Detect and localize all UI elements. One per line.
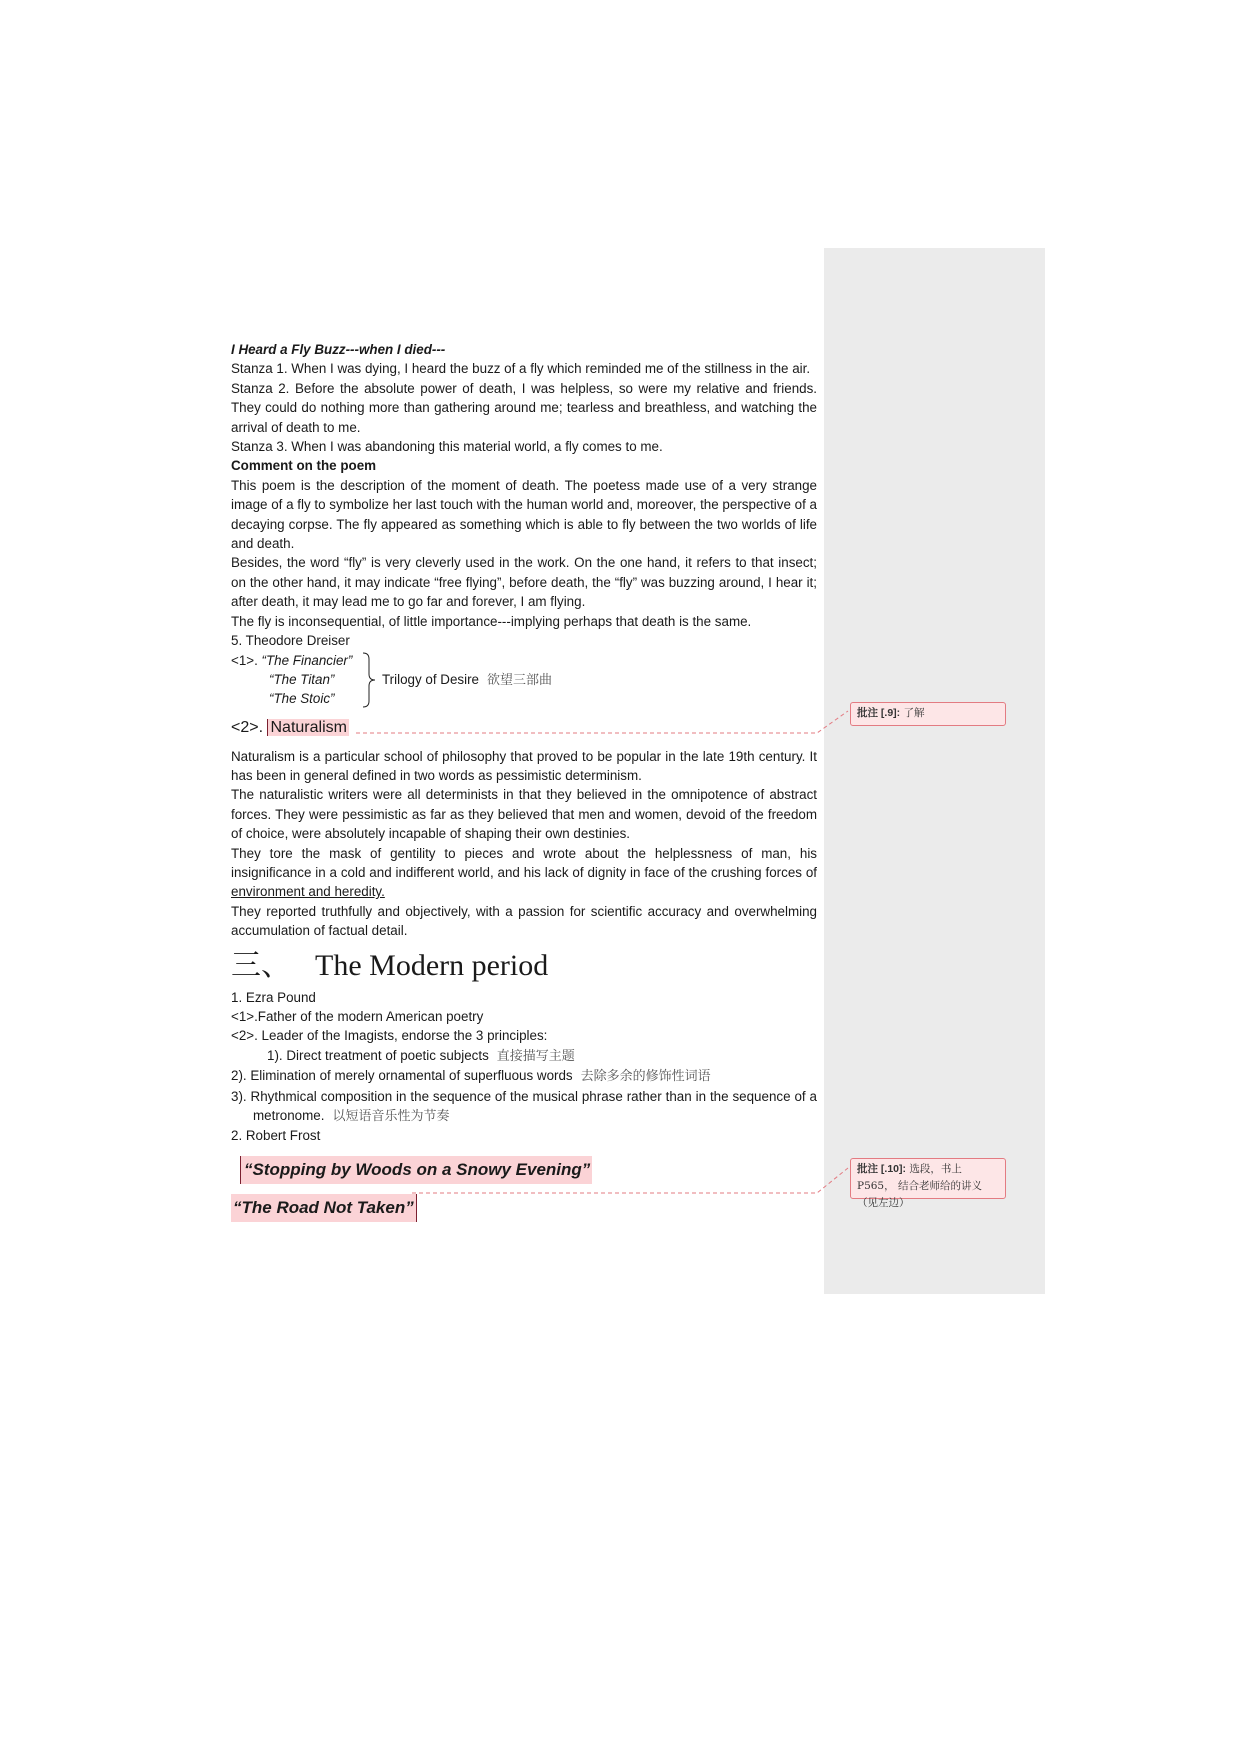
principle-3: 3). Rhythmical composition in the sequence of the musical phrase rather than in the sequence of a metronome. 以短语音乐性为节奏	[231, 1088, 817, 1124]
book-the-financier: “The Financier”	[261, 652, 353, 668]
dreiser-heading: 5. Theodore Dreiser	[231, 633, 350, 649]
naturalism-paragraph-3: They tore the mask of gentility to pieces and wrote about the helplessness of man, his insignificance in a cold and indifferent world, and his lack of dignity in face of the crushing forces of environment and heredity.	[231, 845, 817, 900]
frost-heading: 2. Robert Frost	[231, 1128, 321, 1144]
trilogy-label: Trilogy of Desire 欲望三部曲	[382, 671, 552, 688]
section-number: 三、	[231, 948, 291, 982]
naturalism-highlight[interactable]: Naturalism	[267, 719, 348, 736]
document-body	[231, 340, 817, 1222]
frost-poem-stopping-by-woods[interactable]: “Stopping by Woods on a Snowy Evening”	[240, 1156, 592, 1184]
comment-paragraph-1: This poem is the description of the moment of death. The poetess made use of a very strange image of a fly to symbolize her last touch with the human world and, moreover, the perspective of a decaying corpse. The fly appeared as something which is able to fly between the two worlds of life and death.	[231, 477, 817, 552]
stanza-3: Stanza 3. When I was abandoning this material world, a fly comes to me.	[231, 439, 663, 455]
comment-margin-pane	[824, 248, 1045, 1294]
book-the-stoic: “The Stoic”	[269, 690, 335, 706]
principle-2-chinese: 去除多余的修饰性词语	[580, 1069, 711, 1085]
naturalism-paragraph-1: Naturalism is a particular school of philosophy that proved to be popular in the late 19th century. It has been in general defined in two words as pessimistic determinism.	[231, 748, 817, 783]
principle-1: 1). Direct treatment of poetic subjects 直接描写主题	[267, 1047, 575, 1064]
stanza-1: Stanza 1. When I was dying, I heard the buzz of a fly which reminded me of the stillness in the air.	[231, 361, 811, 377]
trilogy-label-chinese: 欲望三部曲	[486, 672, 552, 688]
section-heading-modern	[231, 947, 817, 985]
pound-heading: 1. Ezra Pound	[231, 989, 316, 1005]
comment-9-label: 批注 [.9]:	[857, 707, 901, 719]
stanza-2: Stanza 2. Before the absolute power of death, I was helpless, so were my relative and friends. They could do nothing more than gathering around me; tearless and breathless, and watching the arrival of death to me.	[231, 380, 817, 435]
trilogy-item-1: <1>. “The Financier”	[231, 652, 353, 668]
frost-poem-road-not-taken[interactable]: “The Road Not Taken”	[231, 1194, 417, 1222]
naturalism-paragraph-4: They reported truthfully and objectively, with a passion for scientific accuracy and overwhelming accumulation of factual detail.	[231, 903, 817, 939]
principle-1-chinese: 直接描写主题	[496, 1048, 575, 1064]
dreiser-trilogy	[231, 651, 817, 709]
principle-2: 2). Elimination of merely ornamental of superfluous words 去除多余的修饰性词语	[231, 1068, 711, 1085]
comment-10-label: 批注 [.10]:	[857, 1163, 907, 1175]
section-title: The Modern period	[315, 948, 549, 982]
comment-paragraph-3: The fly is inconsequential, of little importance---implying perhaps that death is the same.	[231, 613, 752, 629]
curly-brace-icon	[361, 651, 377, 709]
principle-3-chinese: 以短语音乐性为节奏	[332, 1109, 450, 1124]
comment-9-text: 了解	[903, 707, 925, 719]
naturalism-paragraph-2: The naturalistic writers were all determinists in that they believed in the omnipotence of abstract forces. They were pessimistic as far as they believed that men and women, devoid of the freedom of choice, were absolutely incapable of shaping their own destinies.	[231, 787, 817, 842]
comment-balloon-9[interactable]	[850, 702, 1006, 726]
comment-balloon-10[interactable]	[850, 1158, 1006, 1209]
pound-item-1: <1>.Father of the modern American poetry	[231, 1008, 484, 1024]
poem-title: I Heard a Fly Buzz---when I died---	[231, 342, 446, 357]
comment-heading: Comment on the poem	[231, 458, 377, 474]
comment-paragraph-2: Besides, the word “fly” is very cleverly used in the work. On the one hand, it refers to that insect; on the other hand, it may indicate “free flying”, before death, the “fly” was buzzing around, I hear it; after death, it may lead me to go far and forever, I am flying.	[231, 555, 817, 610]
naturalism-heading: <2>. Naturalism	[231, 718, 347, 736]
comment-10-text: 选段，书上 P565， 结合老师给的讲义（见左边）	[857, 1163, 982, 1209]
underlined-phrase: environment and heredity.	[231, 884, 385, 900]
book-the-titan: “The Titan”	[269, 671, 335, 687]
pound-item-2: <2>. Leader of the Imagists, endorse the 3 principles:	[231, 1028, 548, 1044]
